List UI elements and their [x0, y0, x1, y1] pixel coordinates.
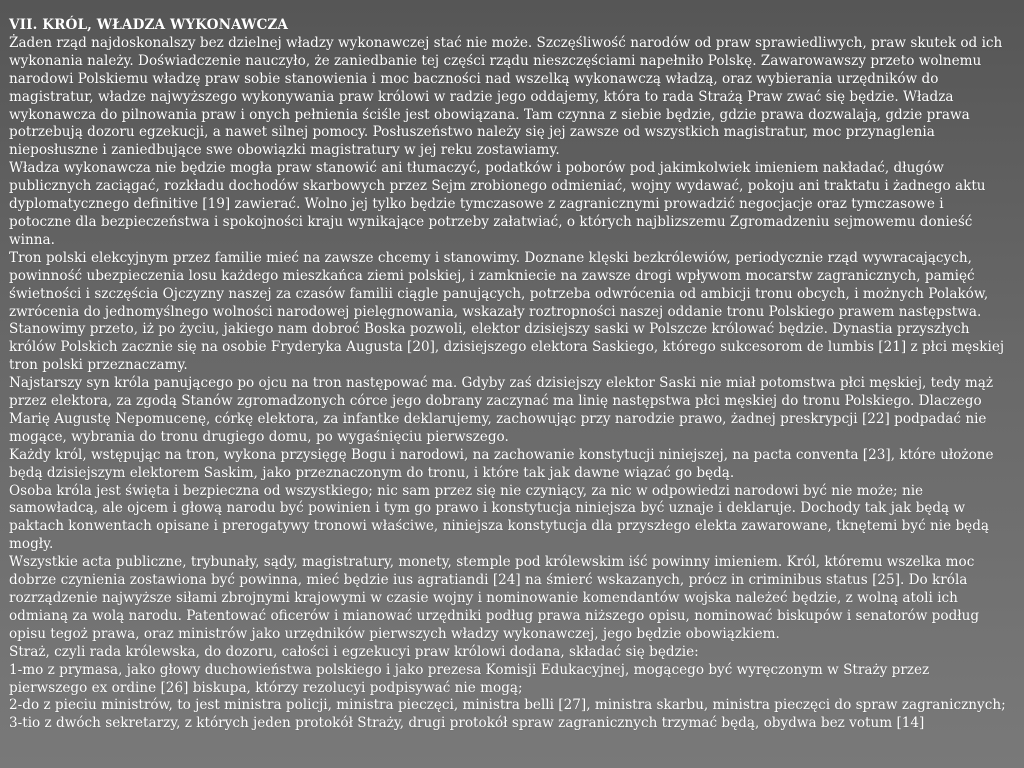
- list-item: 2-do z pieciu ministrów, to jest ministra policji, ministra pieczęci, ministra belli [27], ministra skarbu, ministra pieczęci do spraw zagranicznych;: [9, 697, 1006, 714]
- document-body: [9, 17, 1009, 733]
- paragraph: Osoba króla jest święta i bezpieczna od wszystkiego; nic sam przez się nie czyniący, za nic w odpowiedzi narodowi być nie może; nie samowładcą, ale ojcem i głową narodu być powinien i tym go prawo i konstytucja niniejsza być uznaje i deklaruje. Dochody tak jak będą w paktach konwentach opisane i prerogatywy tronowi właściwe, niniejsza konstytucja dla przyszłego elekta zawarowane, tknętemi być nie będą mogły.: [9, 482, 990, 553]
- list-item: 1-mo z prymasa, jako głowy duchowieństwa polskiego i jako prezesa Komisji Edukacyjnej, mogącego być wyręczonym w Straży przez pierwszego ex ordine [26] biskupa, którzy rezolucyi podpisywać nie mogą;: [9, 661, 930, 696]
- paragraph: Tron polski elekcyjnym przez familie mieć na zawsze chcemy i stanowimy. Doznane klęski bezkrólewiów, periodycznie rząd wywracających, powinność ubezpieczenia losu każdego mieszkańca ziemi polskiej, i zamkniecie na zawsze drogi wpływom mocarstw zagranicznych, pamięć świetności i szczęścia Ojczyzny naszej za czasów familii ciągle panujących, potrzeba odwrócenia od ambicji tronu obcych, i możnych Polaków, zwrócenia do jednomyślnego wolności narodowej pielęgnowania, wskazały roztropności naszej oddanie tronu Polskiego prawem następstwa. Stanowimy przeto, iż po życiu, jakiego nam dobroć Boska pozwoli, elektor dzisiejszy saski w Polszcze królować będzie. Dynastia przyszłych królów Polskich zacznie się na osobie Fryderyka Augusta [20], dzisiejszego elektora Saskiego, którego sukcesorom de lumbis [21] z płci męskiej tron polski przeznaczamy.: [9, 249, 1005, 374]
- section-heading: VII. KRÓL, WŁADZA WYKONAWCZA: [9, 17, 289, 33]
- paragraph: Straż, czyli rada królewska, do dozoru, całości i egzekucyi praw królowi dodana, składać się będzie:: [9, 643, 699, 660]
- paragraph: Wszystkie acta publiczne, trybunały, sądy, magistratury, monety, stemple pod królewskim iść powinny imieniem. Król, któremu wszelka moc dobrze czynienia zostawiona być powinna, mieć będzie ius agratiandi [24] na śmierć wskazanych, prócz in criminibus status [25]. Do króla rozrządzenie najwyższe siłami zbrojnymi krajowymi w czasie wojny i nominowanie komendantów wojska należeć będzie, z wolną atoli ich odmianą za wolą narodu. Patentować oficerów i mianować urzędniki podług prawa niższego opisu, nominować biskupów i senatorów podług opisu tegoż prawa, oraz ministrów jako urzędników pierwszych władzy wykonawczej, jego będzie obowiązkiem.: [9, 554, 980, 642]
- paragraph: Każdy król, wstępując na tron, wykona przysięgę Bogu i narodowi, na zachowanie konstytucji niniejszej, na pacta conventa [23], które ułożone będą dzisiejszym elektorem Saskim, jako przeznaczonym do tronu, i które tak jak dawne wiązać go będą.: [9, 446, 994, 481]
- paragraph: Władza wykonawcza nie będzie mogła praw stanowić ani tłumaczyć, podatków i poborów pod jakimkolwiek imieniem nakładać, długów publicznych zaciągać, rozkładu dochodów skarbowych przez Sejm zrobionego odmieniać, wojny wydawać, pokoju ani traktatu i żadnego aktu dyplomatycznego definitive [19] zawierać. Wolno jej tylko będzie tymczasowe z zagranicznymi prowadzić negocjacje oraz tymczasowe i potoczne dla bezpieczeństwa i spokojności kraju wynikające potrzeby załatwiać, o których najblizszemu Zgromadzeniu sejmowemu donieść winna.: [9, 160, 986, 248]
- paragraph: Żaden rząd najdoskonalszy bez dzielnej władzy wykonawczej stać nie może. Szczęśliwość narodów od praw sprawiedliwych, praw skutek od ich wykonania należy. Doświadczenie nauczyło, że zaniedbanie tej części rządu nieszczęściami napełniło Polskę. Zawarowawszy przeto wolnemu narodowi Polskiemu władzę praw sobie stanowienia i moc baczności nad wszelką wykonawczą władzą, oraz wybierania urzędników do magistratur, władze najwyższego wykonywania praw królowi w radzie jego oddajemy, która to rada Strażą Praw zwać się będzie. Władza wykonawcza do pilnowania praw i onych pełnienia ściśle jest obowiązana. Tam czynna z siebie będzie, gdzie prawa dozwalają, gdzie prawa potrzebują dozoru egzekucji, a nawet silnej pomocy. Posłuszeństwo należy się jej zawsze od wszystkich magistratur, moc przynaglenia nieposłuszne i zaniedbujące swe obowiązki magistratury w jej reku zostawiamy.: [9, 34, 1003, 159]
- paragraph: Najstarszy syn króla panującego po ojcu na tron następować ma. Gdyby zaś dzisiejszy elektor Saski nie miał potomstwa płci męskiej, tedy mąż przez elektora, za zgodą Stanów zgromadzonych córce jego dobrany zaczynać ma linię następstwa płci męskiej do tronu Polskiego. Dlaczego Marię Augustę Nepomucenę, córkę elektora, za infantke deklarujemy, zachowując przy narodzie prawo, żadnej preskrypcji [22] podpadać nie mogące, wybrania do tronu drugiego domu, po wygaśnięciu pierwszego.: [9, 375, 994, 445]
- list-item: 3-tio z dwóch sekretarzy, z których jeden protokół Straży, drugi protokół spraw zagranicznych trzymać będą, obydwa bez votum [14]: [9, 715, 925, 732]
